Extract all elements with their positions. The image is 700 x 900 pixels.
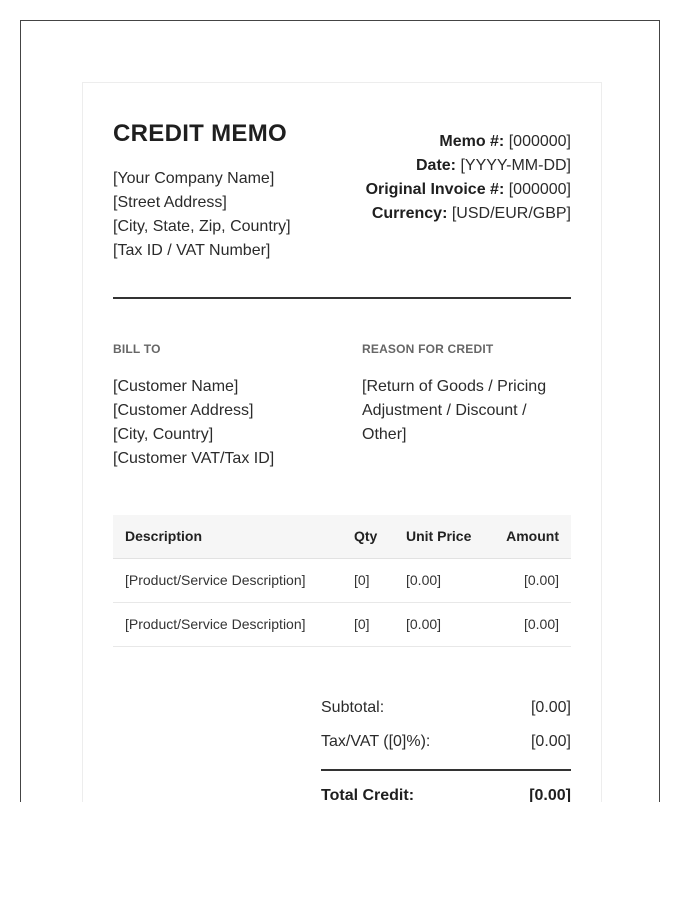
table-header [113,515,571,559]
header-amount: Amount [506,528,559,544]
document-title: CREDIT MEMO [113,120,287,147]
header-description: Description [125,528,203,544]
row-unit-price: [0.00] [406,572,442,588]
date-line [366,154,571,178]
subtotal-label: Subtotal: [321,699,385,716]
currency-value: [USD/EUR/GBP] [451,205,571,222]
memo-number-line [366,130,571,154]
header-divider [113,297,571,299]
original-invoice-value: [000000] [508,181,571,198]
subtotal-value: [0.00] [530,699,571,716]
date-label: Date: [416,157,457,174]
row-qty: [0] [354,616,370,632]
date-value: [YYYY-MM-DD] [460,157,571,174]
bill-to-label: BILL TO [113,342,161,356]
row-description: [Product/Service Description] [125,572,306,588]
company-tax-id: [Tax ID / VAT Number] [113,242,271,259]
totals-divider [321,769,571,771]
memo-number-label: Memo #: [439,133,505,150]
customer-city: [City, Country] [113,426,214,443]
row-unit-price: [0.00] [406,616,442,632]
row-description: [Product/Service Description] [125,616,306,632]
reason-label: REASON FOR CREDIT [362,342,494,356]
customer-name: [Customer Name] [113,378,239,395]
total-credit-label: Total Credit: [321,787,415,802]
tax-label: Tax/VAT ([0]%): [321,733,431,750]
customer-vat: [Customer VAT/Tax ID] [113,450,275,467]
totals-block [321,691,571,802]
company-city: [City, State, Zip, Country] [113,218,291,235]
row-qty: [0] [354,572,370,588]
subtotal-row [321,691,571,725]
bill-to-block [113,375,274,471]
tax-row [321,725,571,759]
memo-meta-block [366,130,571,226]
tax-value: [0.00] [530,733,571,750]
company-block [113,167,291,263]
header-qty: Qty [354,528,378,544]
row-amount: [0.00] [523,616,559,632]
line-items-table [113,515,571,647]
credit-memo-document [82,82,602,802]
row-amount: [0.00] [523,572,559,588]
reason-text: [Return of Goods / Pricing Adjustment / Discount / Other] [362,378,547,443]
table-row [113,603,571,647]
company-street: [Street Address] [113,194,227,211]
header-unit-price: Unit Price [406,528,472,544]
memo-number-value: [000000] [508,133,571,150]
customer-address: [Customer Address] [113,402,254,419]
total-credit-value: [0.00] [529,787,571,802]
currency-label: Currency: [371,205,448,222]
original-invoice-line [366,178,571,202]
currency-line [366,202,571,226]
original-invoice-label: Original Invoice #: [365,181,505,198]
company-name: [Your Company Name] [113,170,275,187]
table-row [113,559,571,603]
total-credit-row [321,779,571,802]
page-frame [20,20,660,802]
